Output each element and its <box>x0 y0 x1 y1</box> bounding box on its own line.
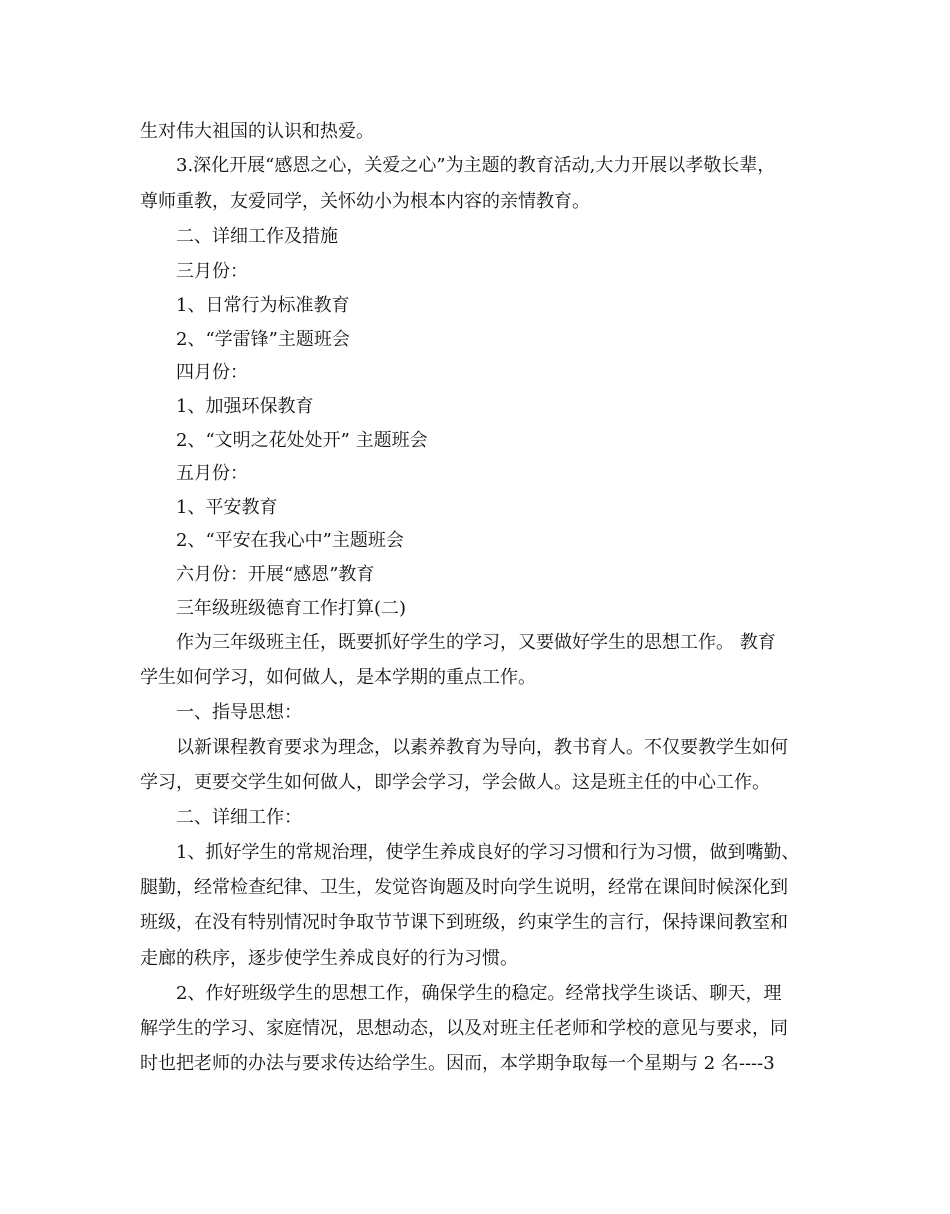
text-line: 1、平安教育 <box>176 497 278 518</box>
text-line: 1、日常行为标准教育 <box>176 295 350 316</box>
text-line: 尊师重教，友爱同学，关怀幼小为根本内容的亲情教育。 <box>140 191 590 212</box>
text-line: 时也把老师的办法与要求传达给学生。因而，本学期争取每一个星期与 2 名----3 <box>140 1053 775 1074</box>
section-heading: 三年级班级德育工作打算(二) <box>176 598 407 619</box>
section-heading: 二、详细工作及措施 <box>176 226 338 247</box>
text-line: 以新课程教育要求为理念，以素养教育为导向，教书育人。不仅要教学生如何 <box>176 737 788 758</box>
text-line: 五月份： <box>176 463 248 484</box>
text-line: 学生如何学习，如何做人，是本学期的重点工作。 <box>140 667 536 688</box>
text-line: 腿勤，经常检查纪律、卫生，发觉咨询题及时向学生说明，经常在课间时候深化到 <box>140 877 788 898</box>
text-line: 生对伟大祖国的认识和热爱。 <box>140 121 374 142</box>
text-line: 四月份： <box>176 362 248 383</box>
text-line: 作为三年级班主任，既要抓好学生的学习，又要做好学生的思想工作。 教育 <box>176 632 776 653</box>
section-heading: 一、指导思想： <box>176 702 302 723</box>
text-line: 走廊的秩序，逐步使学生养成良好的行为习惯。 <box>140 948 518 969</box>
text-line: 2、作好班级学生的思想工作，确保学生的稳定。经常找学生谈话、聊天，理 <box>176 983 782 1004</box>
text-line: 1、抓好学生的常规治理，使学生养成良好的学习习惯和行为习惯，做到嘴勤、 <box>176 842 800 863</box>
text-line: 解学生的学习、家庭情况，思想动态，以及对班主任老师和学校的意见与要求，同 <box>140 1018 788 1039</box>
text-line: 班级，在没有特别情况时争取节节课下到班级，约束学生的言行，保持课间教室和 <box>140 912 788 933</box>
text-line: 学习，更要交学生如何做人，即学会学习，学会做人。这是班主任的中心工作。 <box>140 772 770 793</box>
text-line: 3.深化开展“感恩之心，关爱之心”为主题的教育活动,大力开展以孝敬长辈， <box>176 155 776 176</box>
text-line: 三月份： <box>176 261 248 282</box>
section-heading: 二、详细工作： <box>176 807 302 828</box>
text-line: 六月份：开展“感恩”教育 <box>176 564 375 585</box>
text-line: 2、“平安在我心中”主题班会 <box>176 530 404 551</box>
text-line: 2、“文明之花处处开” 主题班会 <box>176 430 428 451</box>
text-line: 1、加强环保教育 <box>176 396 314 417</box>
text-line: 2、“学雷锋”主题班会 <box>176 329 350 350</box>
